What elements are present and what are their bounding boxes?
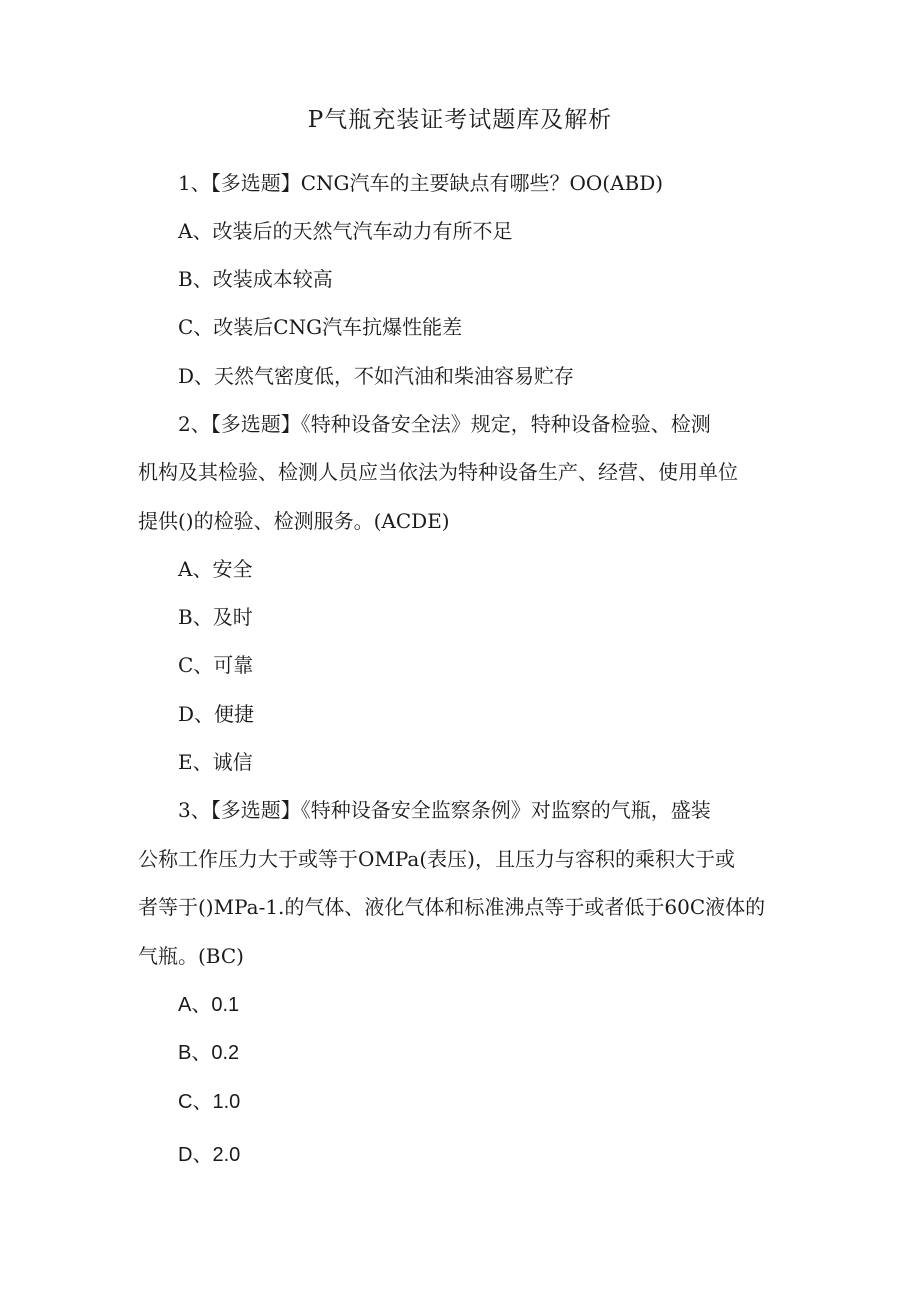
question-3-option-d: D、2.0 — [178, 1144, 241, 1166]
question-2-option-c: C、可靠 — [178, 653, 254, 677]
question-2-option-a: A、安全 — [178, 557, 253, 581]
question-3-option-c: C、1.0 — [178, 1091, 241, 1113]
question-3-text-line-3: 者等于()MPa-1.的气体、液化气体和标准沸点等于或者低于60C液体的 — [138, 895, 766, 919]
question-2-option-b: B、及时 — [178, 605, 253, 629]
question-2-option-e: E、诚信 — [178, 750, 253, 774]
question-1-option-b: B、改装成本较高 — [178, 267, 333, 291]
question-2-option-d: D、便捷 — [178, 702, 255, 726]
question-3-option-b: B、0.2 — [178, 1042, 240, 1064]
question-2-text-line-3: 提供()的检验、检测服务。(ACDE) — [138, 509, 450, 533]
question-3-text-line-4: 气瓶。(BC) — [138, 944, 244, 968]
question-2-text-line-2: 机构及其检验、检测人员应当依法为特种设备生产、经营、使用单位 — [138, 460, 738, 484]
question-1-text: 1、【多选题】CNG汽车的主要缺点有哪些？OO(ABD) — [178, 171, 664, 195]
question-1-option-a: A、改装后的天然气汽车动力有所不足 — [178, 219, 513, 243]
question-3-text-line-1: 3、【多选题】《特种设备安全监察条例》对监察的气瓶，盛装 — [178, 798, 711, 822]
question-1-option-c: C、改装后CNG汽车抗爆性能差 — [178, 315, 463, 339]
document-title: P气瓶充装证考试题库及解析 — [307, 107, 613, 133]
question-2-text-line-1: 2、【多选题】《特种设备安全法》规定，特种设备检验、检测 — [178, 412, 711, 436]
question-3-option-a: A、0.1 — [178, 994, 240, 1016]
question-1-option-d: D、天然气密度低，不如汽油和柴油容易贮存 — [178, 364, 575, 388]
question-3-text-line-2: 公称工作压力大于或等于OMPa(表压)，且压力与容积的乘积大于或 — [138, 847, 735, 871]
